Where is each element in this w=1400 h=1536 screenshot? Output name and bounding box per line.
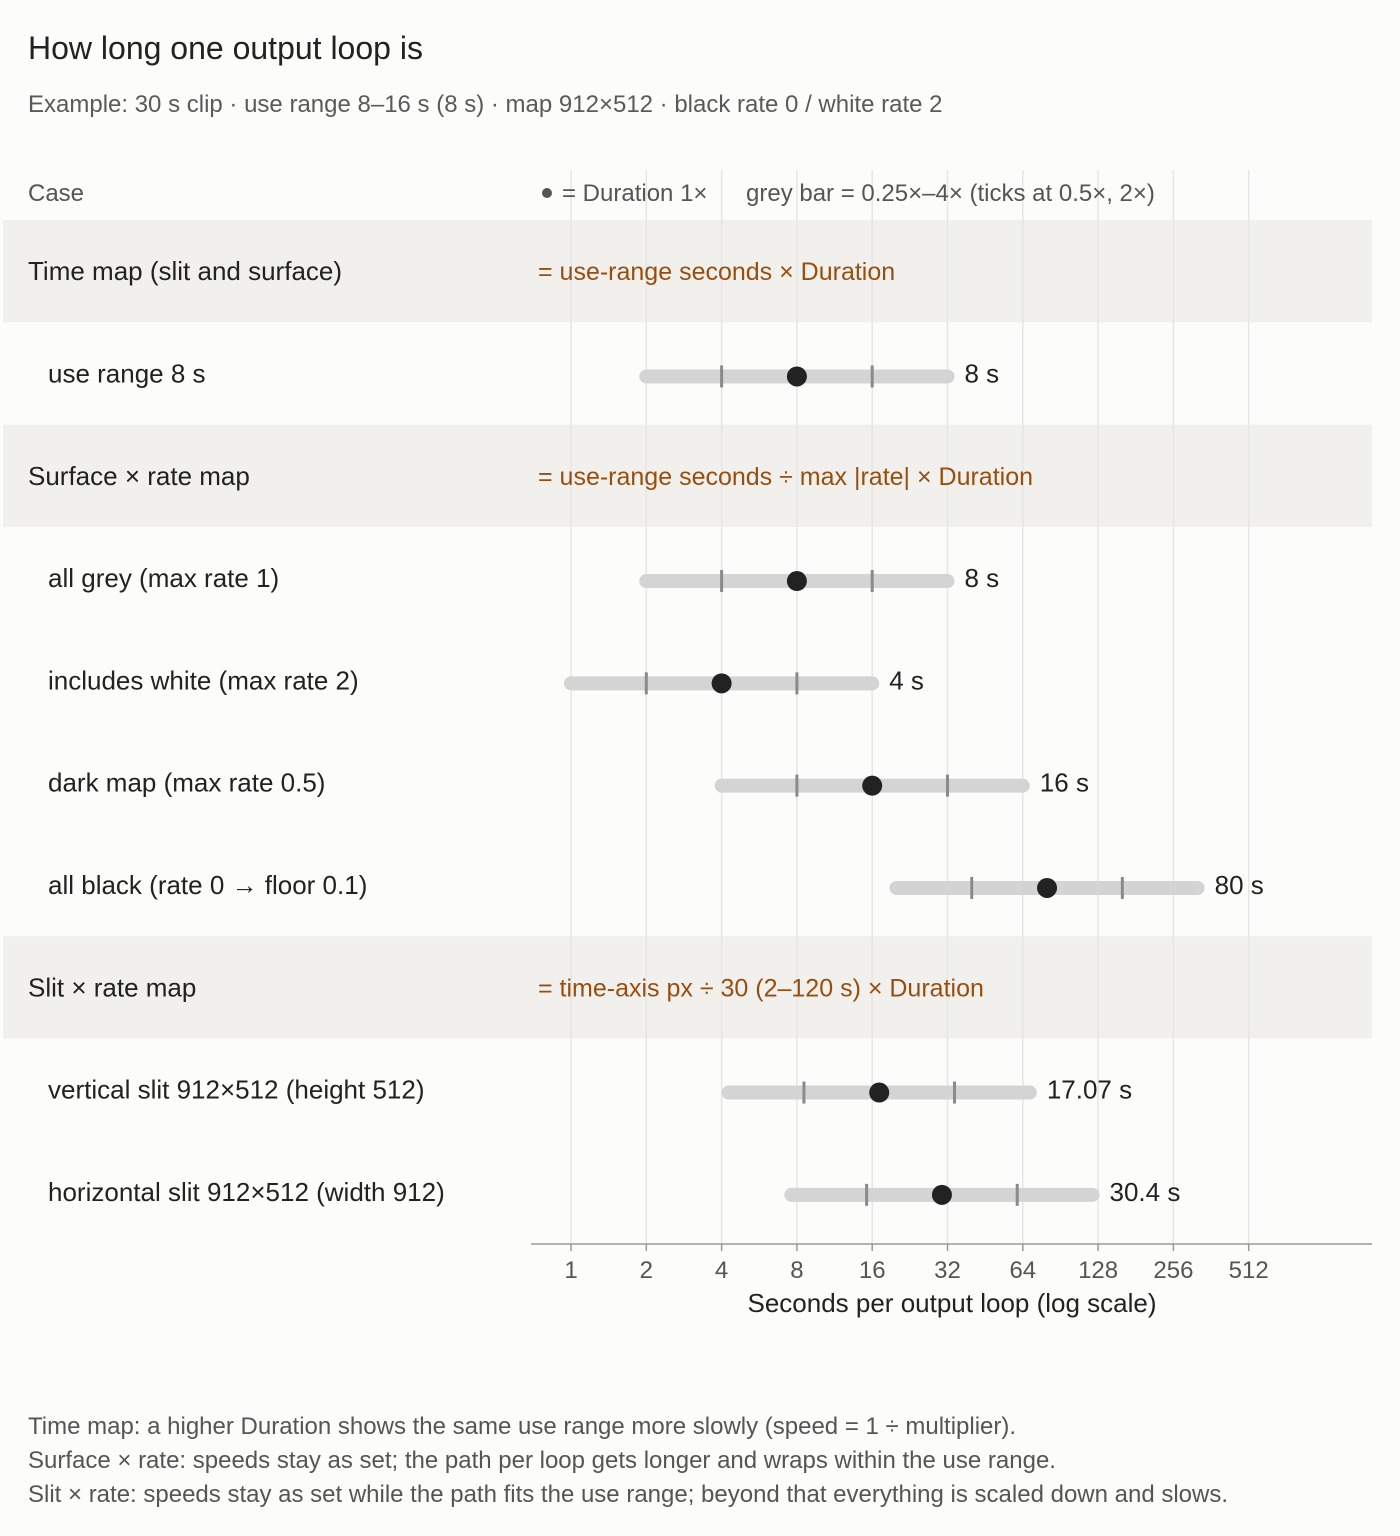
group-label: Slit × rate map [28, 972, 197, 1003]
row-label: dark map (max rate 0.5) [48, 767, 326, 798]
row-label: includes white (max rate 2) [48, 665, 359, 696]
value-dot [712, 673, 732, 693]
row-label: all black (rate 0 → floor 0.1) [48, 869, 368, 900]
value-label: 4 s [889, 665, 924, 696]
group-formula: = use-range seconds × Duration [538, 258, 896, 287]
value-label: 8 s [964, 563, 1000, 594]
value-label: 8 s [964, 358, 1000, 389]
value-dot [787, 571, 807, 591]
chart-title: How long one output loop is [28, 30, 423, 66]
legend-dot-icon [542, 188, 552, 198]
value-dot [862, 776, 882, 796]
x-tick-label: 32 [934, 1257, 961, 1284]
footer-note-time-map: Time map: a higher Duration shows the same use range more slowly (speed = 1 ÷ multiplier). [28, 1413, 1017, 1440]
group-label: Time map (slit and surface) [28, 256, 343, 287]
group-formula: = time-axis px ÷ 30 (2–120 s) × Duration [538, 974, 984, 1003]
case-column-header: Case [28, 180, 85, 207]
value-label: 17.07 s [1046, 1074, 1133, 1105]
value-dot [1037, 878, 1057, 898]
x-tick-label: 16 [858, 1257, 886, 1284]
value-dot [932, 1185, 952, 1205]
x-tick-label: 4 [714, 1257, 729, 1284]
legend-bar-text: grey bar = 0.25×–4× (ticks at 0.5×, 2×) [746, 180, 1155, 207]
footer-note-surface-rate: Surface × rate: speeds stay as set; the path per loop gets longer and wraps within the use range. [28, 1447, 1056, 1474]
x-tick-label: 128 [1078, 1257, 1119, 1284]
value-label: 16 s [1039, 767, 1089, 798]
x-tick-label: 8 [790, 1257, 804, 1284]
row-label: horizontal slit 912×512 (width 912) [48, 1176, 445, 1207]
row-label: use range 8 s [48, 358, 206, 389]
x-tick-label: 1 [564, 1257, 578, 1284]
x-tick-label: 2 [639, 1257, 653, 1284]
x-tick-label: 512 [1228, 1257, 1269, 1284]
footer-notes [28, 1410, 1228, 1512]
x-tick-label: 256 [1153, 1257, 1194, 1284]
legend-dot-text: = Duration 1× [562, 180, 708, 207]
x-tick-label: 64 [1009, 1257, 1037, 1284]
row-label: all grey (max rate 1) [48, 563, 280, 594]
x-axis-title: Seconds per output loop (log scale) [747, 1288, 1157, 1318]
chart-subtitle: Example: 30 s clip · use range 8–16 s (8 s) · map 912×512 · black rate 0 / white rate 2 [28, 91, 943, 118]
group-label: Surface × rate map [28, 460, 250, 491]
value-dot [869, 1083, 889, 1103]
value-label: 80 s [1214, 869, 1264, 900]
group-formula: = use-range seconds ÷ max |rate| × Duration [538, 462, 1034, 491]
footer-note-slit-rate: Slit × rate: speeds stay as set while the path fits the use range; beyond that everything is scaled down and slows. [28, 1481, 1229, 1508]
row-label: vertical slit 912×512 (height 512) [48, 1074, 425, 1105]
value-label: 30.4 s [1109, 1176, 1181, 1207]
value-dot [787, 366, 807, 386]
